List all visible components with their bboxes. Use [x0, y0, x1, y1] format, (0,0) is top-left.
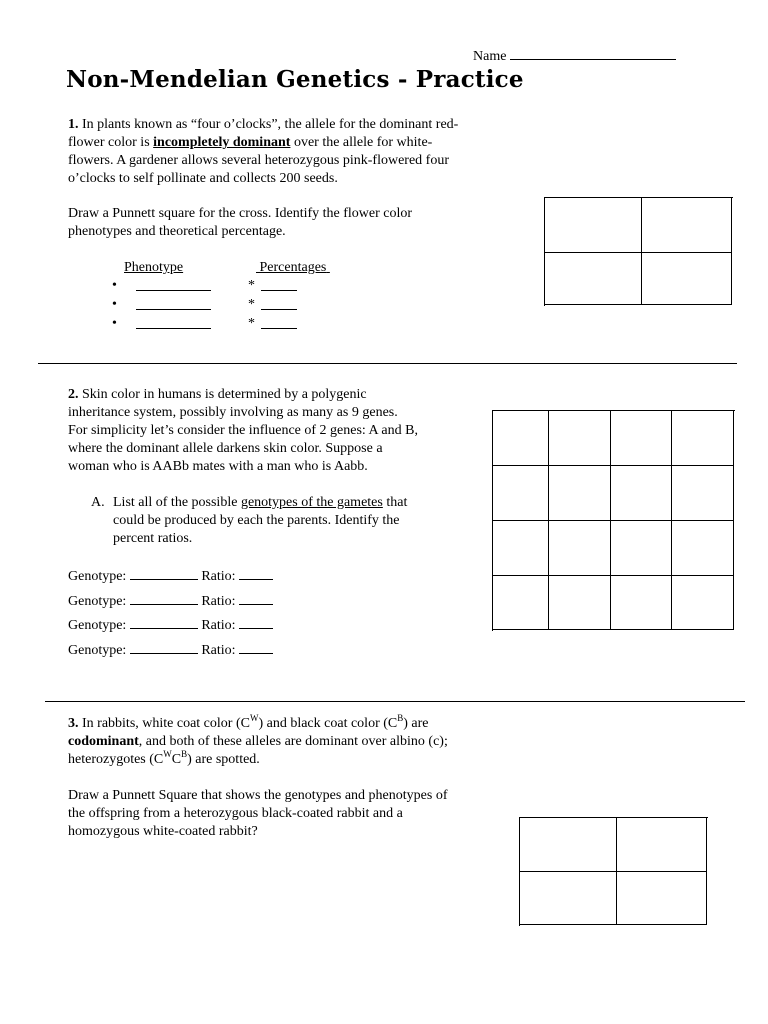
question-1-instruction: Draw a Punnett square for the cross. Identify the flower color phenotypes and theoretical percentage.: [68, 206, 413, 239]
q3-sup-w2: W: [163, 749, 172, 759]
punnett-cell[interactable]: [672, 466, 734, 521]
genotype-row: [68, 640, 273, 660]
question-3-text: [68, 715, 468, 769]
name-blank[interactable]: [510, 46, 676, 60]
punnett-cell[interactable]: [642, 198, 732, 253]
q3-sup-w: W: [249, 713, 259, 723]
ratio-blank[interactable]: [239, 566, 273, 580]
question-2-text: [68, 386, 420, 476]
punnett-cell[interactable]: [611, 411, 672, 466]
punnett-cell[interactable]: [642, 253, 732, 305]
punnett-cell[interactable]: [493, 411, 549, 466]
q3-text-a: In rabbits, white coat color (C: [78, 716, 250, 731]
punnett-cell[interactable]: [493, 521, 549, 576]
ratio-label: Ratio:: [201, 618, 236, 633]
q3-text-f: ) are spotted.: [187, 752, 260, 767]
punnett-square-2[interactable]: [492, 410, 735, 631]
punnett-cell[interactable]: [545, 198, 642, 253]
genotype-blank[interactable]: [130, 566, 198, 580]
percent-marker: *: [248, 297, 255, 312]
percentages-header-label: Percentages: [259, 260, 327, 275]
punnett-cell[interactable]: [549, 466, 611, 521]
punnett-cell[interactable]: [611, 521, 672, 576]
punnett-cell[interactable]: [549, 521, 611, 576]
list-marker: A.: [91, 495, 105, 510]
bullet-icon: •: [112, 297, 117, 312]
punnett-cell[interactable]: [549, 411, 611, 466]
q3-text-b: ) and black coat color (C: [258, 716, 398, 731]
question-2-number: 2.: [68, 387, 79, 402]
page-title: Non-Mendelian Genetics - Practice: [66, 66, 524, 93]
ratio-label: Ratio:: [201, 593, 236, 609]
question-1-text-part2: over the allele for white-flowers. A gardener allows several heterozygous pink-flowered four o’clocks to self pollinate and collects 200 seeds.: [68, 135, 449, 186]
phenotype-blank[interactable]: [136, 296, 211, 310]
percentage-blank[interactable]: [261, 277, 297, 291]
genotype-row: [68, 566, 273, 586]
percent-marker: *: [248, 278, 255, 293]
question-3-instruction: Draw a Punnett Square that shows the genotypes and phenotypes of the offspring from a heterozygous black-coated rabbit and a homozygous white-coated rabbit?: [68, 788, 448, 839]
punnett-cell[interactable]: [672, 521, 734, 576]
punnett-cell[interactable]: [549, 576, 611, 630]
question-1-text: [68, 116, 473, 188]
ratio-blank[interactable]: [239, 615, 273, 629]
punnett-cell[interactable]: [617, 872, 707, 925]
percentages-header: [256, 259, 330, 277]
list-text-underlined: genotypes of the gametes: [240, 495, 383, 510]
q3-sup-b: B: [397, 713, 404, 723]
question-2-list-item: [91, 494, 411, 548]
punnett-square-1[interactable]: [544, 197, 733, 306]
punnett-cell[interactable]: [672, 411, 734, 466]
q3-text-c: ) are: [403, 716, 429, 731]
list-text-part2: that could be produced by each the parents. Identify the percent ratios.: [113, 495, 408, 546]
phenotype-blank[interactable]: [136, 315, 211, 329]
punnett-square-3[interactable]: [519, 817, 708, 926]
question-2-body: Skin color in humans is determined by a polygenic inheritance system, possibly involving as many as 9 genes. For simplicity let’s consider the influence of 2 genes: A and B, where the dominant allele darkens skin color. Suppose a woman who is AABb mates with a man who is Aabb.: [68, 387, 418, 474]
question-3-number: 3.: [68, 716, 79, 731]
punnett-cell[interactable]: [493, 576, 549, 630]
punnett-cell[interactable]: [611, 466, 672, 521]
genotype-label: Genotype:: [68, 569, 127, 584]
name-field[interactable]: [473, 46, 676, 66]
section-divider-2: [45, 701, 745, 702]
genotype-label: Genotype:: [68, 618, 127, 633]
q3-sup-b2: B: [181, 749, 188, 759]
genotype-row: [68, 591, 273, 611]
list-text-part1: List all of the possible: [113, 495, 241, 510]
genotype-blank[interactable]: [130, 615, 198, 629]
bullet-icon: •: [112, 316, 117, 331]
q3-text-d: , and both of these alleles are dominant over albino (c); heterozygotes (C: [68, 734, 448, 767]
question-1-number: 1.: [68, 117, 79, 132]
phenotype-header: Phenotype: [124, 260, 184, 275]
punnett-cell[interactable]: [545, 253, 642, 305]
punnett-cell[interactable]: [520, 818, 617, 872]
question-1-emphasis: incompletely dominant: [153, 135, 291, 150]
phenotype-blank[interactable]: [136, 277, 211, 291]
question-1-text-part1: In plants known as “four o’clocks”, the allele for the dominant red-flower color is: [68, 117, 459, 150]
name-label: Name: [473, 49, 507, 64]
punnett-cell[interactable]: [493, 466, 549, 521]
punnett-cell[interactable]: [617, 818, 707, 872]
ratio-blank[interactable]: [239, 640, 273, 654]
genotype-label: Genotype:: [68, 642, 127, 658]
section-divider-1: [38, 363, 737, 364]
percent-marker: *: [248, 316, 255, 331]
ratio-label: Ratio:: [201, 569, 236, 584]
ratio-label: Ratio:: [201, 642, 236, 658]
percentage-blank[interactable]: [261, 296, 297, 310]
q3-text-e: C: [171, 752, 182, 767]
punnett-cell[interactable]: [672, 576, 734, 630]
punnett-cell[interactable]: [520, 872, 617, 925]
percentage-blank[interactable]: [261, 315, 297, 329]
genotype-label: Genotype:: [68, 593, 127, 609]
punnett-cell[interactable]: [611, 576, 672, 630]
q3-emphasis: codominant: [68, 734, 139, 749]
bullet-icon: •: [112, 278, 117, 293]
genotype-row: [68, 615, 273, 635]
genotype-blank[interactable]: [130, 640, 198, 654]
ratio-blank[interactable]: [239, 591, 273, 605]
genotype-blank[interactable]: [130, 591, 198, 605]
